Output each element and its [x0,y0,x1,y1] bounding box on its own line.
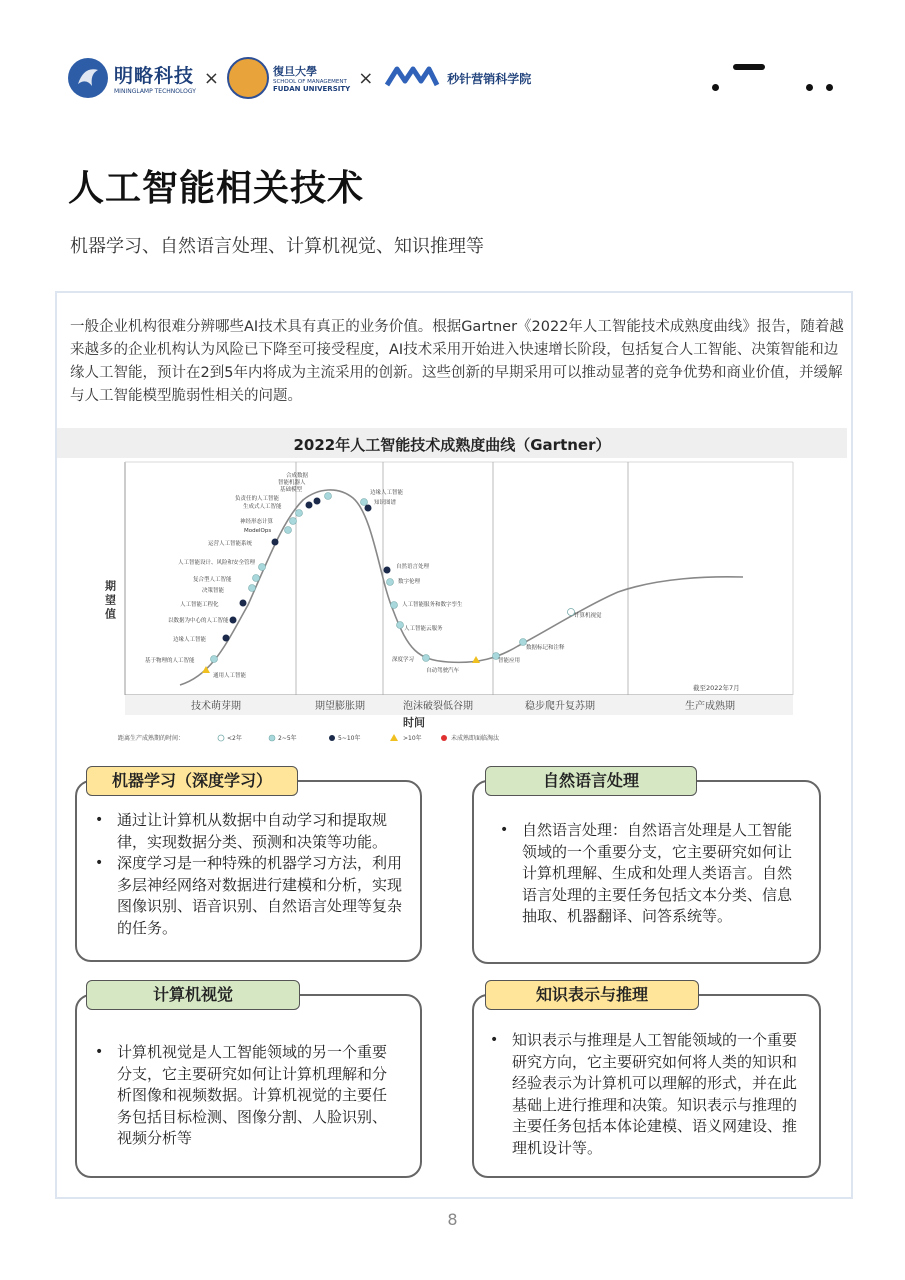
tag-machine-learning: 机器学习（深度学习） [86,766,298,796]
fudan-sub1: SCHOOL OF MANAGEMENT [272,79,347,85]
miaozhen-logo-icon [385,63,439,93]
phase-label: 技术萌芽期 [191,701,241,712]
chart-label: 生成式人工智能 [243,504,282,510]
list-item: • 知识表示与推理是人工智能领域的一个重要研究方向，它主要研究如何将人类的知识和经验表示为计算机可以理解的形式，并在此基础上进行推理和决策。知识表示与推理的主要任务包括本体论建模、语义网建设、推理机设计等。 [486,1030,802,1159]
chart-label: 自然语言处理 [396,564,430,570]
page-title: 人工智能相关技术 [68,168,365,209]
mininglamp-brand [108,61,196,95]
date-note: 截至2022年7月 [693,684,740,692]
fudan-brand [273,63,350,93]
chart-label: 数字伦理 [398,579,421,585]
decor-dot [826,84,833,91]
curve-labels [145,471,602,679]
chart-label: 边缘人工智能 [370,490,404,496]
phase-label: 泡沫破裂低谷期 [403,701,473,712]
list-item: • 深度学习是一种特殊的机器学习方法，利用多层神经网络对数据进行建模和分析，实现图像识别、语音识别、自然语言处理等复杂的任务。 [91,853,407,939]
mininglamp-logo-icon [68,58,108,98]
list-item: • 自然语言处理：自然语言处理是人工智能领域的一个重要分支，它主要研究如何让计算机理解、生成和处理人类语言。自然语言处理的主要任务包括文本分类、信息抽取、机器翻译、问答系统等。 [496,820,796,928]
chart-label: 以数据为中心的人工智能 [168,618,229,624]
legend-item: <2年 [227,735,242,742]
legend-marker [269,735,275,741]
chart-label: 智能机器人 [278,480,306,486]
fudan-name: 復旦大學 [272,65,317,78]
legend-marker [441,735,447,741]
tag-nlp: 自然语言处理 [485,766,697,796]
card-knowledge-reasoning [472,994,821,1178]
chart-label: 深度学习 [392,657,415,663]
mininglamp-sub: MININGLAMP TECHNOLOGY [114,88,196,95]
legend-item: >10年 [403,735,422,742]
chart-label: 复合型人工智能 [193,577,232,583]
chart-title: 2022年人工智能技术成熟度曲线（Gartner） [293,436,611,454]
chart-label: 基础模型 [280,487,303,493]
chart-label: 负责任的人工智能 [235,496,280,502]
miaozhen-name: 秒针营销科学院 [447,71,532,86]
page-number: 8 [447,1210,458,1229]
legend-item: 2~5年 [278,735,297,742]
chart-label: 合成数据 [286,473,309,479]
legend-marker [390,734,398,741]
chart-label: 决策智能 [202,588,225,594]
chart-label: 基于物理的人工智能 [145,658,195,664]
card-machine-learning [75,780,422,962]
hype-cycle-chart [103,460,798,750]
legend-prefix: 距离生产成熟期的时间： [118,735,185,742]
chart-label: 计算机视觉 [574,613,602,619]
ml-list [91,810,407,939]
chart-label: ModelOps [244,528,272,534]
chart-label: 自动驾驶汽车 [426,668,460,674]
page-subtitle: 机器学习、自然语言处理、计算机视觉、知识推理等 [70,236,484,257]
decor-dot [806,84,813,91]
header-logos [68,56,531,100]
y-axis-label: 期望值 [103,580,117,622]
tag-knowledge-reasoning: 知识表示与推理 [485,980,699,1010]
times-sign: × [203,67,219,89]
nlp-list [496,820,796,928]
chart-label: 数据标记和注释 [526,645,565,651]
phase-label: 生产成熟期 [685,701,735,712]
cv-list [91,1042,391,1150]
legend-marker [329,735,335,741]
legend-item: 未成熟即面临淘汰 [451,735,500,742]
fudan-logo-icon [227,57,269,99]
legend-marker [218,735,224,741]
tag-computer-vision: 计算机视觉 [86,980,300,1010]
chart-label: 人工智能云服务 [404,626,443,632]
chart-label: 运营人工智能系统 [208,541,253,547]
chart-label: 通用人工智能 [213,673,247,679]
decor-bar [733,64,765,70]
legend-item: 5~10年 [338,735,361,742]
chart-label: 人工智能服务和数字孪生 [402,602,463,608]
legend [118,734,499,742]
card-computer-vision [75,994,422,1178]
phase-label: 稳步爬升复苏期 [525,701,595,712]
list-item: • 计算机视觉是人工智能领域的另一个重要分支，它主要研究如何让计算机理解和分析图像和视频数据。计算机视觉的主要任务包括目标检测、图像分割、人脸识别、视频分析等 [91,1042,391,1150]
mininglamp-name: 明略科技 [114,65,195,87]
chart-label: 人工智能设计、风险和安全管理 [178,560,256,566]
decor-dot [712,84,719,91]
card-nlp [472,780,821,964]
chart-label: 神经形态计算 [240,519,274,525]
chart-label: 知识图谱 [374,500,397,506]
list-item: • 通过让计算机从数据中自动学习和提取规律，实现数据分类、预测和决策等功能。 [91,810,407,853]
phase-label: 期望膨胀期 [315,701,365,712]
times-sign-2: × [358,67,374,89]
x-axis-label: 时间 [403,716,425,729]
chart-label: 人工智能工程化 [180,602,219,608]
chart-label: 智能应用 [498,658,521,664]
chart-label: 边缘人工智能 [173,637,207,643]
kr-list [486,1030,802,1159]
fudan-sub2: FUDAN UNIVERSITY [272,85,351,93]
intro-paragraph: 一般企业机构很难分辨哪些AI技术具有真正的业务价值。根据Gartner《2022年人工智能技术成熟度曲线》报告，随着越来越多的企业机构认为风险已下降至可接受程度，AI技术采用开始进入快速增长阶段，包括复合人工智能、决策智能和边缘人工智能，预计在2到5年内将成为主流采用的创新。这些创新的早期采用可以推动显著的竞争优势和商业价值，并缓解与人工智能模型脆弱性相关的问题。 [70,319,844,404]
